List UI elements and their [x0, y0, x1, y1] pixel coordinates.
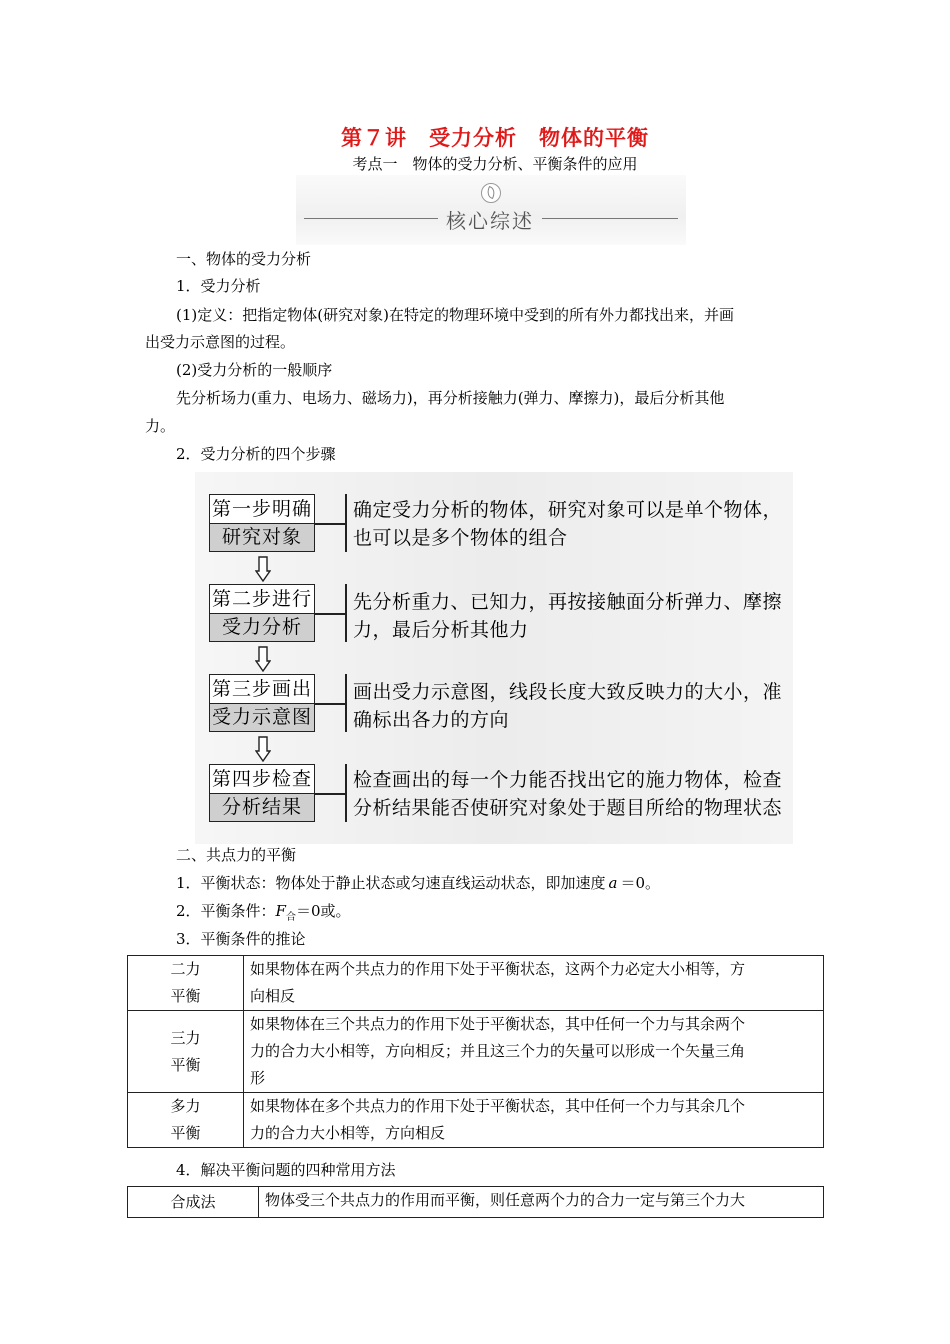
description-line: 检查画出的每一个力能否找出它的施力物体，检查 [353, 769, 783, 791]
variable: a [608, 874, 618, 892]
flow-step-4 [209, 764, 315, 822]
flow-step-description [353, 496, 782, 552]
table-header-cell: 二力 平衡 [128, 956, 244, 1011]
leaf-icon [481, 183, 501, 203]
description-line: 也可以是多个物体的组合 [353, 527, 568, 549]
flow-step-subtitle: 受力示意图 [210, 704, 314, 731]
paragraph [176, 901, 351, 928]
description-line: 画出受力示意图，线段长度大致反映力的大小，准 [353, 681, 783, 703]
bracket [345, 764, 347, 822]
paragraph: (1)定义：把指定物体(研究对象)在特定的物理环境中受到的所有外力都找出来，并画 [176, 306, 734, 324]
section-heading-2: 二、共点力的平衡 [176, 846, 297, 864]
methods-table [127, 1186, 824, 1218]
paragraph: 力。 [145, 417, 176, 435]
paragraph: 2．受力分析的四个步骤 [176, 445, 336, 463]
page-subtitle: 考点一 物体的受力分析、平衡条件的应用 [352, 155, 638, 173]
force-analysis-flowchart [195, 472, 793, 844]
table-cell: 如果物体在两个共点力的作用下处于平衡状态，这两个力必定大小相等，方 向相反 [244, 956, 824, 1011]
equilibrium-table [127, 955, 824, 1148]
text: ＝0。 [620, 874, 661, 892]
table-cell: 物体受三个共点力的作用而平衡，则任意两个力的合力一定与第三个力大 [259, 1187, 824, 1218]
section-heading-1: 一、物体的受力分析 [176, 250, 312, 268]
text: 1．平衡状态：物体处于静止状态或匀速直线运动状态，即加速度 [176, 874, 606, 892]
bracket [345, 494, 347, 552]
paragraph: 1．受力分析 [176, 277, 261, 295]
banner-label: 核心综述 [446, 209, 534, 233]
paragraph: 先分析场力(重力、电场力、磁场力)，再分析接触力(弹力、摩擦力)，最后分析其他 [176, 389, 725, 407]
connector [315, 523, 345, 525]
connector [315, 793, 345, 795]
paragraph [176, 873, 660, 893]
flow-step-title: 第二步进行 [210, 585, 314, 614]
paragraph: 4．解决平衡问题的四种常用方法 [176, 1161, 396, 1179]
description-line: 力，最后分析其他力 [353, 619, 529, 641]
flow-step-title: 第四步检查 [210, 765, 314, 794]
table-cell: 如果物体在多个共点力的作用下处于平衡状态，其中任何一个力与其余几个 力的合力大小相等，方向相反 [244, 1093, 824, 1148]
description-line: 分析结果能否使研究对象处于题目所给的物理状态 [353, 797, 783, 819]
subscript: 合 [285, 912, 296, 923]
text: ＝0或。 [295, 902, 351, 920]
section-banner [296, 175, 686, 245]
table-header-cell: 多力 平衡 [128, 1093, 244, 1148]
table-header-cell: 三力 平衡 [128, 1011, 244, 1093]
paragraph: (2)受力分析的一般顺序 [176, 361, 333, 379]
text: 2．平衡条件： [176, 902, 276, 920]
description-line: 确定受力分析的物体，研究对象可以是单个物体， [353, 499, 783, 521]
page-title: 第７讲 受力分析 物体的平衡 [341, 126, 649, 150]
flow-step-description [353, 678, 782, 734]
table-header-cell: 合成法 [128, 1187, 259, 1218]
paragraph: 出受力示意图的过程。 [145, 333, 296, 351]
flow-step-description [353, 588, 782, 644]
flow-step-title: 第三步画出 [210, 675, 314, 704]
variable: F [275, 902, 286, 920]
flow-step-subtitle: 受力分析 [210, 614, 314, 641]
flow-step-3 [209, 674, 315, 732]
flow-step-subtitle: 分析结果 [210, 794, 314, 821]
description-line: 先分析重力、已知力，再按接触面分析弹力、摩擦 [353, 591, 783, 613]
banner-rule-right [542, 218, 678, 219]
flow-step-1 [209, 494, 315, 552]
paragraph: 3．平衡条件的推论 [176, 930, 306, 948]
flow-step-title: 第一步明确 [210, 495, 314, 524]
flow-step-description [353, 766, 782, 822]
table-row [128, 1093, 824, 1148]
down-arrow-icon [255, 736, 271, 762]
bracket [345, 674, 347, 732]
connector [315, 703, 345, 705]
table-row [128, 1187, 824, 1218]
flow-step-2 [209, 584, 315, 642]
description-line: 确标出各力的方向 [353, 709, 510, 731]
connector [315, 613, 345, 615]
banner-rule-left [304, 218, 438, 219]
table-row [128, 956, 824, 1011]
table-row [128, 1011, 824, 1093]
down-arrow-icon [255, 646, 271, 672]
flow-step-subtitle: 研究对象 [210, 524, 314, 551]
table-cell: 如果物体在三个共点力的作用下处于平衡状态，其中任何一个力与其余两个 力的合力大小相等，方向相反；并且这三个力的矢量可以形成一个矢量三角 形 [244, 1011, 824, 1093]
bracket [345, 584, 347, 642]
down-arrow-icon [255, 556, 271, 582]
